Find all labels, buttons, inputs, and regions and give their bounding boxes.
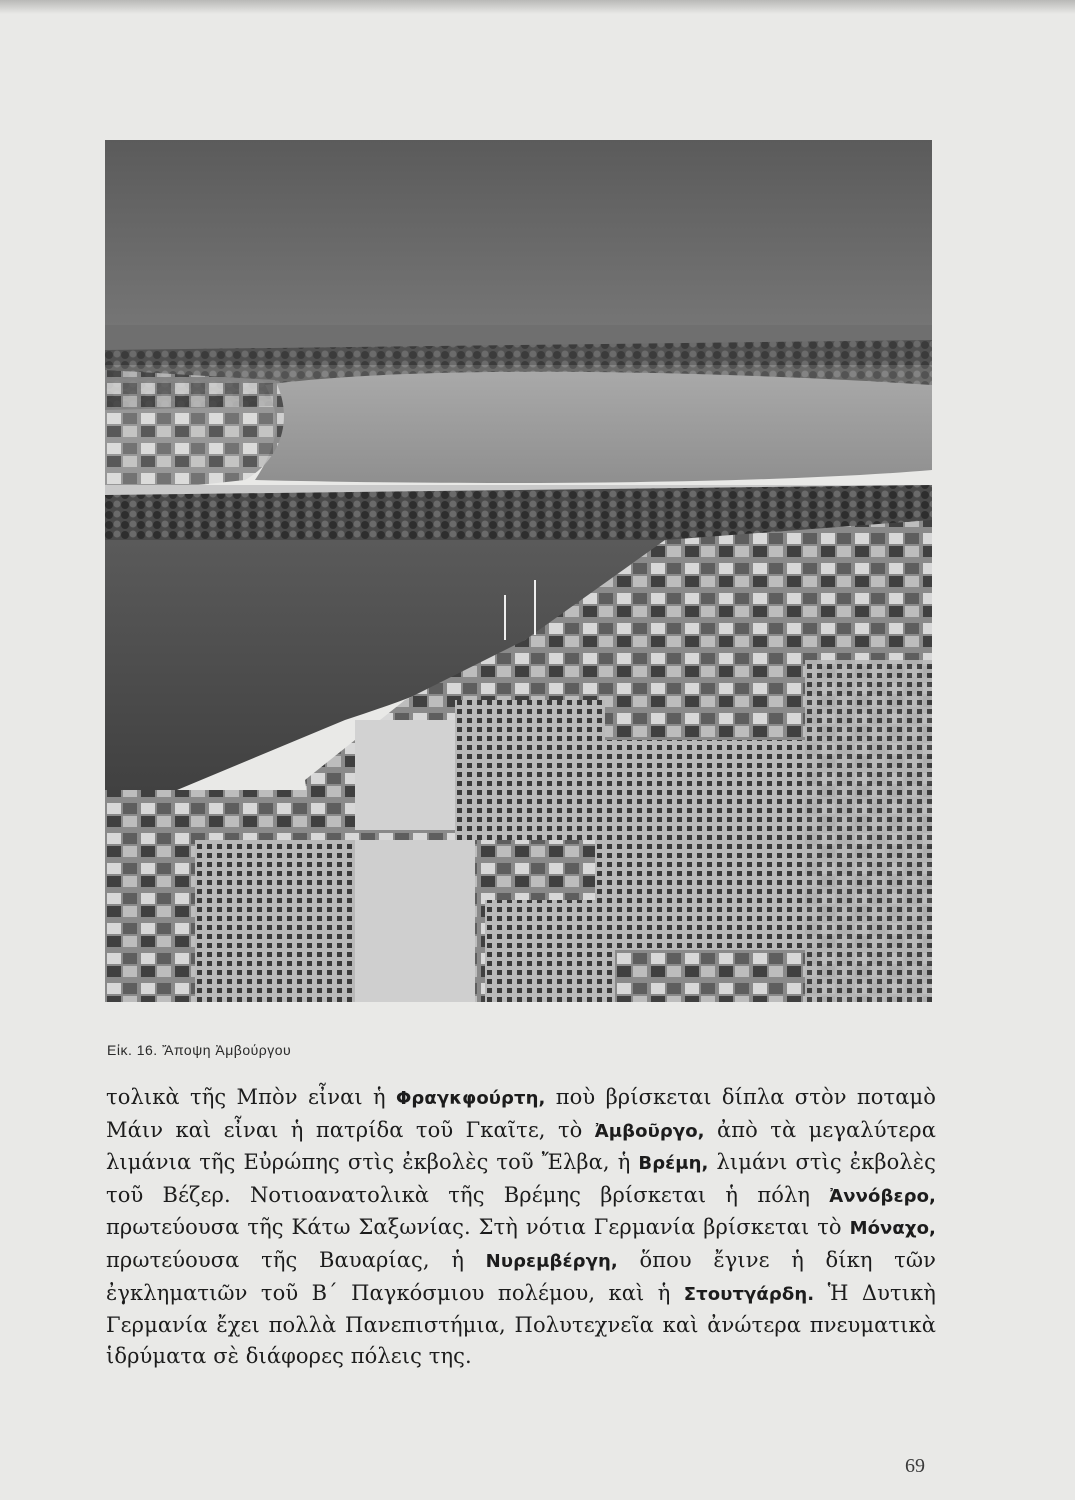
place-hamburg: Ἀμβοῦργο, (594, 1120, 705, 1142)
text-run: ὅπου ἔγινε ἡ δίκη τῶν ἐγκληματιῶν τοῦ Β΄ Παγκόσμιου πολέμου, καὶ ἡ (106, 1247, 936, 1305)
place-stuttgart: Στουτγάρδη. (683, 1283, 815, 1305)
place-nuremberg: Νυρεμβέργη, (485, 1250, 618, 1272)
text-run: ἀπὸ τὰ μεγαλύτερα λιμάνια τῆς Εὐρώπης στὶς ἐκβολὲς τοῦ Ἔλβα, ἡ (106, 1117, 936, 1175)
text-run: πρωτεύουσα τῆς Κάτω Σαξωνίας. Στὴ νότια Γερμανία βρίσκεται τὸ (106, 1215, 850, 1240)
place-hannover: Ἀννόβερο, (829, 1185, 936, 1207)
text-run: πρωτεύουσα τῆς Βαυαρίας, ἡ (106, 1247, 486, 1272)
text-run: Ἡ Δυτικὴ Γερμανία ἔχει πολλὰ Πανεπιστήμια, Πολυτεχνεῖα καὶ ἀνώτερα πνευματικὰ ἱδρύματα σὲ διάφορες πόλεις της. (106, 1280, 936, 1368)
text-run: λιμάνι στὶς ἐκβολὲς τοῦ Βέζερ. Νοτιοανατολικὰ τῆς Βρέμης βρίσκεται ἡ πόλη (106, 1150, 936, 1207)
page-number: 69 (905, 1455, 925, 1477)
figure-caption: Εἰκ. 16. Ἄποψη Ἀμβούργου (107, 1042, 292, 1058)
place-frankfurt: Φραγκφούρτη, (396, 1088, 546, 1109)
text-run: τολικὰ τῆς Μπὸν εἶναι ἡ (106, 1085, 397, 1109)
page-top-edge (0, 0, 1075, 14)
place-munich: Μόναχο, (849, 1218, 936, 1240)
text-run: ποὺ βρίσκεται δίπλα στὸν ποταμὸ Μάιν καὶ εἶναι ἡ πατρίδα τοῦ Γκαῖτε, τὸ (106, 1085, 937, 1142)
place-bremen: Βρέμη, (638, 1153, 709, 1175)
body-paragraph (106, 1082, 936, 1371)
hamburg-aerial-photo (105, 140, 932, 1002)
